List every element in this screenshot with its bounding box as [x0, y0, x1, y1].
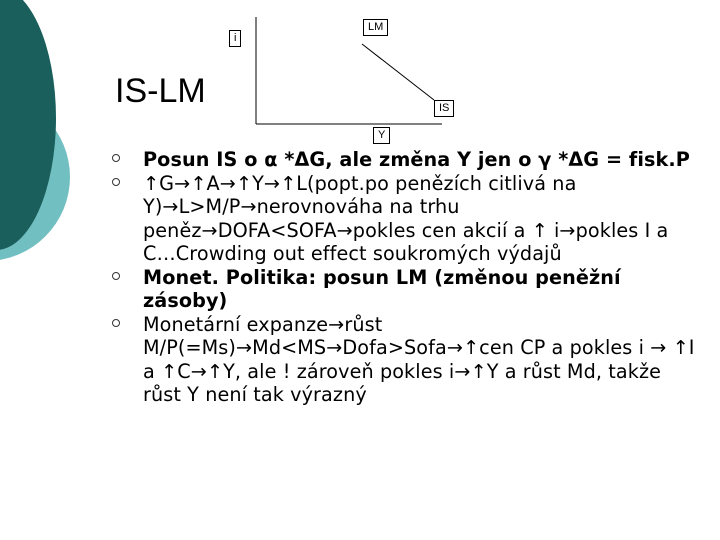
bullet-circle-icon: [112, 272, 120, 280]
bullet-text: Monetární expanze→růst M/P(=Ms)→Md<MS→Dofa>Sofa→↑cen CP a pokles i → ↑I a ↑C→↑Y, ale ! zároveň pokles i→↑Y a růst Md, takže růst Y není tak výrazný: [143, 312, 695, 406]
bullet-list: [112, 148, 702, 407]
bullet-circle-icon: [112, 319, 120, 327]
bullet-circle-icon: [112, 154, 120, 162]
bullet-circle-icon: [112, 178, 120, 186]
bullet-text: Monet. Politika: posun LM (změnou peněžní zásoby): [143, 265, 621, 312]
graph-label-i: i: [229, 30, 241, 47]
graph-label-lm: LM: [363, 19, 388, 36]
is-curve: [362, 44, 434, 100]
graph-label-is: IS: [434, 100, 454, 117]
bullet-item: [112, 148, 702, 172]
bullet-item: [112, 266, 702, 313]
bullet-item: [112, 313, 702, 407]
slide-title: IS-LM: [115, 72, 206, 110]
bullet-text: ↑G→↑A→↑Y→↑L(popt.po penězích citlivá na Y)→L>M/P→nerovnováha na trhu peněz→DOFA<SOFA→pokles cen akcií a ↑ i→pokles I a C…Crowding out effect soukromých výdajů: [143, 171, 669, 265]
graph-label-y: Y: [373, 127, 390, 144]
bullet-item: [112, 172, 702, 266]
bullet-text: Posun IS o α *ΔG, ale změna Y jen o γ *ΔG = fisk.P: [143, 148, 690, 171]
